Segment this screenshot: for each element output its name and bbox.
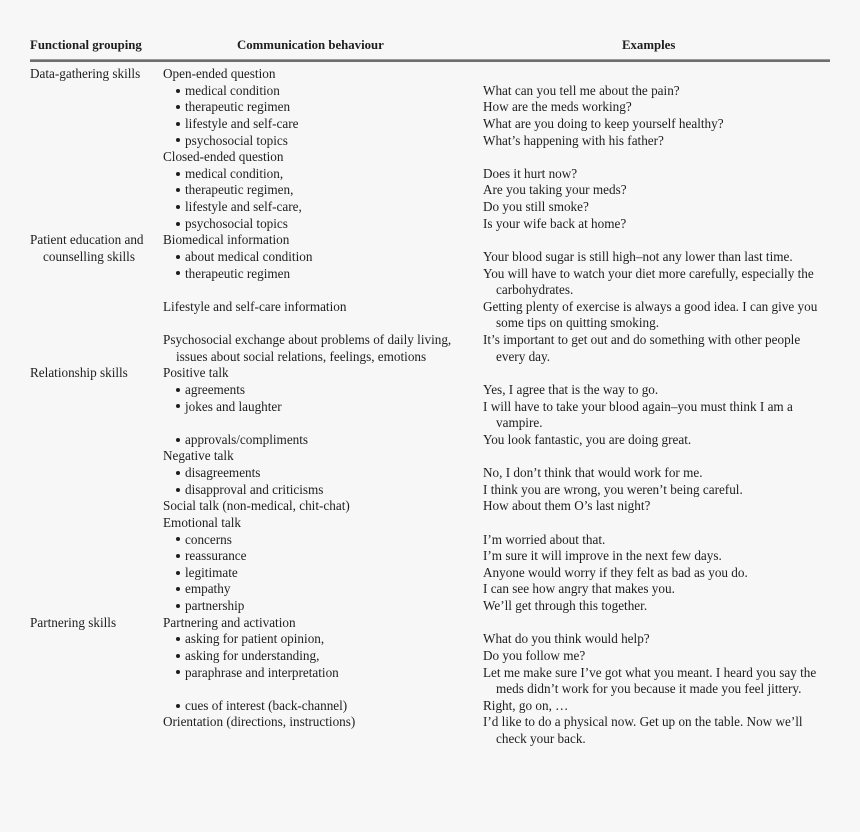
example-cell: Do you follow me? <box>483 647 586 663</box>
table-row <box>30 299 830 316</box>
table-row <box>30 532 830 549</box>
bullet-icon <box>176 89 180 93</box>
example-cell: What are you doing to keep yourself healthy? <box>483 115 724 131</box>
example-cell: You will have to watch your diet more carefully, especially the <box>483 265 814 281</box>
table-row <box>30 465 830 482</box>
example-cell: Your blood sugar is still high–not any lower than last time. <box>483 248 793 264</box>
example-cell: some tips on quitting smoking. <box>496 315 660 331</box>
behaviour-text: Positive talk <box>163 365 229 381</box>
table-row <box>30 282 830 299</box>
table-row <box>30 365 830 382</box>
table-row <box>30 498 830 515</box>
behaviour-bullet-item <box>176 532 232 549</box>
bullet-icon <box>176 222 180 226</box>
behaviour-text: concerns <box>185 531 232 547</box>
behaviour-bullet-item <box>176 116 299 133</box>
table-row <box>30 83 830 100</box>
communication-skills-table <box>30 34 830 748</box>
behaviour-text: jokes and laughter <box>185 398 282 414</box>
example-cell: Is your wife back at home? <box>483 215 627 231</box>
example-cell: Let me make sure I’ve got what you meant. I heard you say the <box>483 664 817 680</box>
header-examples: Examples <box>622 38 676 52</box>
table-row <box>30 133 830 150</box>
example-cell: How are the meds working? <box>483 99 632 115</box>
table-row <box>30 66 830 83</box>
behaviour-cell <box>163 332 451 349</box>
functional-grouping-cell: Data-gathering skills <box>30 66 141 81</box>
table-row <box>30 99 830 116</box>
example-cell: Do you still smoke? <box>483 199 589 214</box>
behaviour-text: legitimate <box>185 564 238 580</box>
table-row <box>30 216 830 233</box>
example-cell: Does it hurt now? <box>483 165 578 181</box>
bullet-icon <box>176 138 180 142</box>
table-row <box>30 149 830 166</box>
table-row <box>30 548 830 565</box>
behaviour-text: Orientation (directions, instructions) <box>163 714 356 730</box>
bullet-icon <box>176 388 180 392</box>
behaviour-bullet-item <box>176 631 324 648</box>
behaviour-text: Open-ended question <box>163 66 276 81</box>
table-row <box>30 731 830 748</box>
bullet-icon <box>176 488 180 492</box>
behaviour-cell <box>163 714 355 731</box>
example-cell: What’s happening with his father? <box>483 132 664 148</box>
behaviour-bullet-item <box>176 665 339 682</box>
example-cell: Getting plenty of exercise is always a good idea. I can give you <box>483 298 818 314</box>
behaviour-cell <box>163 299 346 316</box>
table-row <box>30 382 830 399</box>
example-cell: meds didn’t work for you because it made you feel jittery. <box>496 681 802 697</box>
table-row <box>30 266 830 283</box>
table-row <box>30 315 830 332</box>
behaviour-bullet-item <box>176 249 312 266</box>
table-row <box>30 565 830 582</box>
table-row <box>30 116 830 133</box>
example-cell: Yes, I agree that is the way to go. <box>483 381 659 397</box>
example-cell: I’m worried about that. <box>483 531 606 547</box>
table-row <box>30 349 830 366</box>
behaviour-text: Social talk (non-medical, chit-chat) <box>163 498 350 514</box>
behaviour-text: medical condition, <box>185 165 284 181</box>
behaviour-text: reassurance <box>185 548 247 564</box>
behaviour-bullet-item <box>176 399 282 416</box>
table-row <box>30 166 830 183</box>
behaviour-cell <box>163 365 229 382</box>
table-row <box>30 182 830 199</box>
table-body <box>30 66 830 748</box>
bullet-icon <box>176 604 180 608</box>
behaviour-text: asking for patient opinion, <box>185 631 325 647</box>
functional-grouping-cell: counselling skills <box>43 248 135 264</box>
table-row <box>30 482 830 499</box>
bullet-icon <box>176 122 180 126</box>
bullet-icon <box>176 438 180 442</box>
behaviour-bullet-item <box>176 432 308 449</box>
behaviour-text: Closed-ended question <box>163 149 284 165</box>
behaviour-bullet-item <box>176 482 323 499</box>
table-row <box>30 631 830 648</box>
bullet-icon <box>176 587 180 591</box>
behaviour-cell <box>163 232 289 249</box>
functional-grouping-cell: Relationship skills <box>30 365 128 381</box>
behaviour-cell <box>163 149 284 166</box>
behaviour-bullet-item <box>176 565 238 582</box>
table-row <box>30 515 830 532</box>
functional-grouping-cell: Patient education and <box>30 232 144 248</box>
table-row <box>30 199 830 216</box>
table-row <box>30 399 830 416</box>
example-cell: What do you think would help? <box>483 631 650 647</box>
example-cell: How about them O’s last night? <box>483 498 651 514</box>
example-cell: vampire. <box>496 415 543 431</box>
bullet-icon <box>176 271 180 275</box>
behaviour-text: lifestyle and self-care <box>185 115 299 131</box>
example-cell: every day. <box>496 348 551 364</box>
header-functional-grouping: Functional grouping <box>30 38 142 52</box>
behaviour-bullet-item <box>176 698 347 715</box>
behaviour-cell <box>163 615 296 632</box>
behaviour-cell <box>163 515 241 532</box>
header-rule <box>30 59 830 62</box>
bullet-icon <box>176 571 180 575</box>
example-cell: Right, go on, … <box>483 697 569 713</box>
behaviour-text: partnership <box>185 598 245 613</box>
bullet-icon <box>176 205 180 209</box>
behaviour-text: medical condition <box>185 82 280 98</box>
example-cell: I think you are wrong, you weren’t being careful. <box>483 481 743 497</box>
behaviour-bullet-item <box>176 99 290 116</box>
table-row <box>30 681 830 698</box>
bullet-icon <box>176 670 180 674</box>
behaviour-bullet-item <box>176 266 290 283</box>
behaviour-bullet-item <box>176 465 260 482</box>
behaviour-bullet-item <box>176 166 283 183</box>
bullet-icon <box>176 172 180 176</box>
example-cell: No, I don’t think that would work for me. <box>483 465 703 480</box>
table-row <box>30 448 830 465</box>
behaviour-bullet-item <box>176 648 319 665</box>
behaviour-text: psychosocial topics <box>185 215 288 231</box>
behaviour-text: therapeutic regimen <box>185 265 291 281</box>
example-cell: carbohydrates. <box>496 282 574 298</box>
table-row <box>30 615 830 632</box>
example-cell: What can you tell me about the pain? <box>483 82 680 98</box>
bullet-icon <box>176 554 180 558</box>
behaviour-text: Partnering and activation <box>163 614 296 630</box>
behaviour-text: disapproval and criticisms <box>185 481 324 497</box>
behaviour-bullet-item <box>176 133 288 150</box>
behaviour-bullet-item <box>176 598 244 615</box>
behaviour-text: issues about social relations, feelings, emotions <box>176 348 427 364</box>
behaviour-cell <box>163 66 275 83</box>
behaviour-text: Biomedical information <box>163 232 290 248</box>
example-cell: You look fantastic, you are doing great. <box>483 431 692 447</box>
behaviour-cell <box>176 349 426 366</box>
behaviour-cell <box>163 498 350 515</box>
bullet-icon <box>176 537 180 541</box>
behaviour-text: therapeutic regimen <box>185 99 291 115</box>
behaviour-text: paraphrase and interpretation <box>185 664 339 680</box>
table-row <box>30 581 830 598</box>
functional-grouping-cell: Partnering skills <box>30 614 117 630</box>
table-row <box>30 249 830 266</box>
behaviour-text: disagreements <box>185 465 261 480</box>
bullet-icon <box>176 255 180 259</box>
behaviour-text: empathy <box>185 581 231 597</box>
behaviour-text: psychosocial topics <box>185 132 288 148</box>
table-row <box>30 432 830 449</box>
table-row <box>30 598 830 615</box>
example-cell: It’s important to get out and do something with other people <box>483 332 801 347</box>
bullet-icon <box>176 471 180 475</box>
behaviour-text: Negative talk <box>163 448 234 464</box>
behaviour-text: agreements <box>185 381 246 397</box>
behaviour-text: Emotional talk <box>163 514 242 530</box>
bullet-icon <box>176 188 180 192</box>
behaviour-bullet-item <box>176 216 288 233</box>
table-row <box>30 232 830 249</box>
example-cell: Anyone would worry if they felt as bad as you do. <box>483 564 748 580</box>
behaviour-bullet-item <box>176 548 247 565</box>
behaviour-bullet-item <box>176 182 293 199</box>
example-cell: I will have to take your blood again–you must think I am a <box>483 398 793 414</box>
bullet-icon <box>176 654 180 658</box>
behaviour-bullet-item <box>176 199 302 216</box>
example-cell: Are you taking your meds? <box>483 182 627 198</box>
bullet-icon <box>176 105 180 109</box>
behaviour-text: therapeutic regimen, <box>185 182 294 198</box>
behaviour-bullet-item <box>176 382 245 399</box>
table-header <box>30 34 830 58</box>
table-row <box>30 698 830 715</box>
behaviour-text: Lifestyle and self-care information <box>163 298 347 314</box>
example-cell: check your back. <box>496 731 586 746</box>
behaviour-text: lifestyle and self-care, <box>185 199 302 214</box>
header-communication-behaviour: Communication behaviour <box>237 38 384 52</box>
example-cell: We’ll get through this together. <box>483 598 648 613</box>
behaviour-text: Psychosocial exchange about problems of daily living, <box>163 332 452 347</box>
table-row <box>30 665 830 682</box>
example-cell: I’d like to do a physical now. Get up on the table. Now we’ll <box>483 714 803 730</box>
behaviour-text: about medical condition <box>185 248 313 264</box>
behaviour-text: cues of interest (back-channel) <box>185 697 348 713</box>
behaviour-text: approvals/compliments <box>185 431 309 447</box>
table-row <box>30 714 830 731</box>
behaviour-cell <box>163 448 234 465</box>
behaviour-bullet-item <box>176 581 230 598</box>
table-row <box>30 415 830 432</box>
behaviour-text: asking for understanding, <box>185 647 320 663</box>
behaviour-bullet-item <box>176 83 280 100</box>
bullet-icon <box>176 704 180 708</box>
example-cell: I can see how angry that makes you. <box>483 581 675 597</box>
table-row <box>30 332 830 349</box>
example-cell: I’m sure it will improve in the next few days. <box>483 548 722 564</box>
bullet-icon <box>176 404 180 408</box>
table-row <box>30 648 830 665</box>
bullet-icon <box>176 637 180 641</box>
